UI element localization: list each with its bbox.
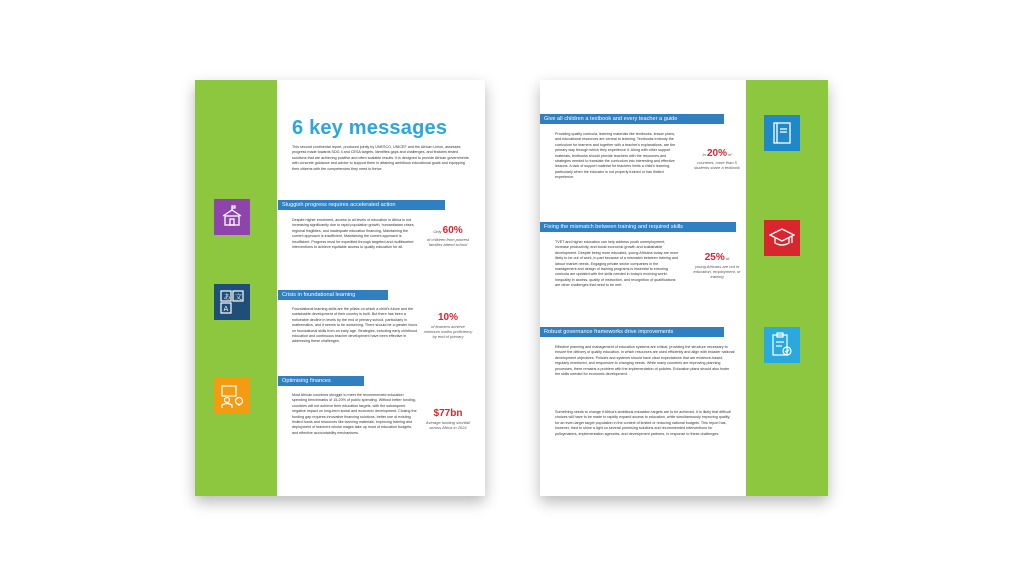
svg-text:文: 文	[235, 293, 242, 301]
svg-text:A: A	[223, 305, 229, 313]
section-body-textbook: Providing quality curricula, learning materials like textbooks, lesson plans, and educational resources are central to learning. Textbooks embody the curriculum for learners and together with a teacher's explanations, are the primary way through which they experience it. Along with other support materials, textbooks should provide teachers with the resources and strategies needed to translate the curriculum into interesting and effective lessons. A lack of support material for teachers limits a child's learning, particularly when the educator is not properly trained or has limited experience.	[555, 132, 676, 180]
section-heading-governance: Robust governance frameworks drive improvements	[540, 327, 724, 337]
svg-text:あ: あ	[223, 293, 231, 301]
stat-value: 25%	[704, 252, 725, 263]
stat-suffix: of	[728, 152, 732, 157]
section-body-sluggish-progress: Despite higher enrolment, access to all levels of education in Africa is not increasing significantly due to rapid population growth, humanitarian crises, regional fragilities, and inadequate education financing. Maintaining the current approach is insufficient. Maintaining the current approach is insufficient. Progress must be expedited through targeted and multifaceted interventions to achieve equitable access to quality education for all.	[292, 218, 415, 250]
report-page-right	[540, 80, 828, 496]
page-title: 6 key messages	[292, 117, 448, 139]
stat-caption: of learners achieve minimum maths proficiency by end of primary	[423, 324, 473, 339]
book-icon	[764, 115, 800, 151]
teacher-idea-icon	[214, 378, 250, 414]
section-heading-textbook: Give all children a textbook and every teacher a guide	[540, 114, 724, 124]
stat-callout-77bn	[423, 408, 473, 430]
report-page-left	[195, 80, 485, 496]
stat-callout-60-percent	[423, 225, 473, 247]
section-body-governance: Effective planning and management of education systems are critical, providing the structure necessary to ensure the delivery of quality education, in which resources are used efficiently and align with broader national development objectives. Policies and systems should have clear expectations that are evidence-based, regularly monitored, and responsive to changing needs. While many countries are improving planning processes, there remains a problem with the implementation of policies. Education plans should also foster the skills needed for economic development.	[555, 345, 735, 377]
stat-callout-20-percent	[690, 148, 744, 170]
stat-caption: of children from poorest families attend school	[426, 237, 470, 247]
stat-suffix: of	[725, 256, 730, 261]
section-body-governance-conclusion: Something needs to change if Africa's ambitious education targets are to be achieved. It is likely that difficult choices will have to be made to rapidly expand access to education, while simultaneously improving quality, for an even-larger target population in the context of limited or reducing national budgets. This report has, however, tried to shine a light on several promising solutions and recommended interventions for policymakers, implementation agencies, and development partners, in response to these challenges.	[555, 410, 731, 436]
stat-caption: young Africans are not in education, employment, or training	[693, 264, 741, 279]
section-heading-optimising-finances: Optimising finances	[278, 376, 364, 386]
graduation-cap-icon	[764, 220, 800, 256]
intro-paragraph: This second continental report, produced jointly by UNESCO, UNICEF and the African Union, assesses progress made towards SDG 4 and CESA targets, identifies gaps and challenges, and features tested solutions that are achieving positive and often scalable results. It is designed to provide African governments with concrete guidance and advice to support them in attaining ambitious educational goals and equipping their citizens with the competencies they need to thrive.	[292, 145, 469, 171]
stat-callout-10-percent	[423, 312, 473, 339]
stat-value: 20%	[706, 148, 727, 159]
language-icon	[214, 284, 250, 320]
section-body-foundational-learning: Foundational learning skills are the pillars on which a child's future and the sustainable development of their country is built. But there has been a noticeable decline in levels by the end of primary school, particularly in mathematics, and it seems to be worsening. There should be a greater focus on foundational skills from an early age. Strategies, including early childhood education and continuous teacher development have been effective in addressing these challenges.	[292, 307, 418, 344]
stat-prefix: In	[702, 152, 706, 157]
section-body-optimising-finances: Most African countries struggle to meet the recommended education spending benchmarks of 15-20% of public spending. Without better funding, countries will not achieve their education targets, with the subsequent negative impact on long-term social and economic development. Closing the funding gap requires innovative financing solutions, better use of existing limited funds and resources like learning materials, improving training and deployment of teachers whose wages take up most of education budgets, and effective accountability mechanisms.	[292, 393, 417, 435]
stat-value: 10%	[437, 312, 458, 323]
section-heading-skills-mismatch: Fixing the mismatch between training and required skills	[540, 222, 736, 232]
stat-callout-25-percent	[690, 252, 744, 279]
stat-prefix: Only	[433, 229, 442, 234]
section-body-skills-mismatch: TVET and higher education can help address youth unemployment, increase productivity, and boost economic growth and sustainable development. Despite being more educated, young Africans today are more likely to be out of work, in part because of a mismatch between training and labour market needs. Engaging private sector companies in the management and design of training programs is essential to ensuring curricula are updated with the skills needed in today's evolving world. Inequality in access, quality of instruction, and recognition of qualifications are other challenges that need to be met.	[555, 240, 679, 288]
stat-caption: Average funding shortfall across Africa in 2024	[425, 420, 471, 430]
school-icon	[214, 199, 250, 235]
stat-value: $77bn	[433, 408, 463, 419]
section-heading-sluggish-progress: Sluggish progress requires accelerated action	[278, 200, 445, 210]
stat-value: 60%	[442, 225, 463, 236]
checklist-icon	[764, 327, 800, 363]
section-heading-foundational-learning: Crisis in foundational learning	[278, 290, 388, 300]
stat-caption: countries, more than 5 students share a textbook	[694, 160, 740, 170]
